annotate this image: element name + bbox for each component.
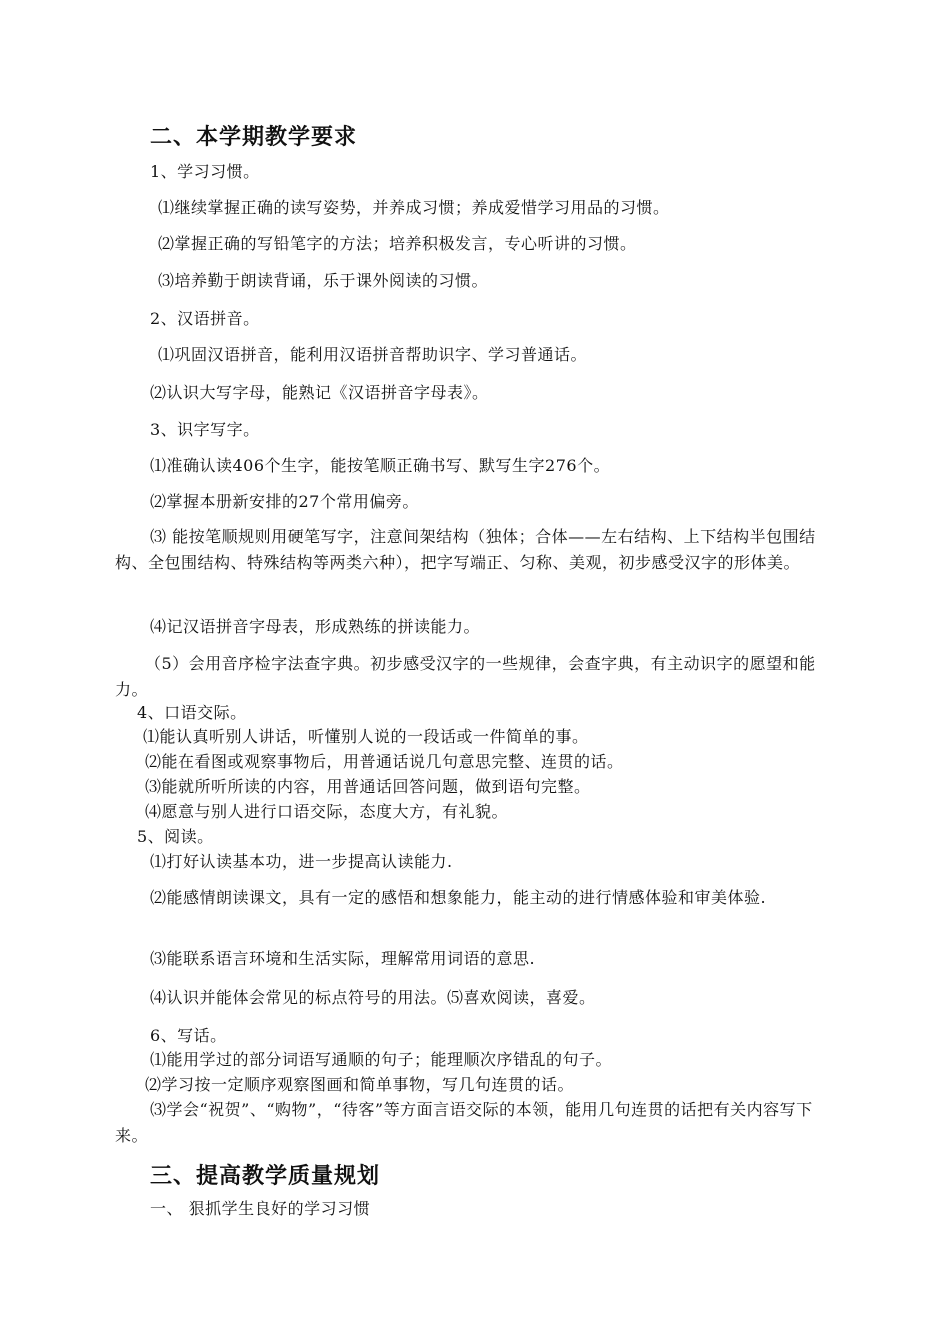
list-item: ⑵掌握正确的写铅笔字的方法；培养积极发言，专心听讲的习惯。 [158,234,637,253]
list-item: ⑷记汉语拼音字母表，形成熟练的拼读能力。 [150,617,481,636]
list-item: ⑵能在看图或观察事物后，用普通话说几句意思完整、连贯的话。 [145,752,624,771]
list-item: （5）会用音序检字法查字典。初步感受汉字的一些规律，会查字典，有主动识字的愿望和能力。 [115,654,816,699]
subsection-title-reading: 5、阅读。 [137,827,214,846]
list-item: ⑷认识并能体会常见的标点符号的用法。⑸喜欢阅读，喜爱。 [150,988,596,1007]
section-heading-quality-plan: 三、提高教学质量规划 [150,1164,381,1189]
list-item: 一、 狠抓学生良好的学习习惯 [150,1199,371,1218]
list-item: ⑴准确认读406个生字，能按笔顺正确书写、默写生字276个。 [150,456,611,475]
list-item: ⑵掌握本册新安排的27个常用偏旁。 [150,492,419,511]
subsection-title-literacy: 3、识字写字。 [150,420,260,439]
list-item: ⑷愿意与别人进行口语交际，态度大方，有礼貌。 [145,802,509,821]
list-item: ⑶学会“祝贺”、“购物”，“待客”等方面言语交际的本领，能用几句连贯的话把有关内容写下来。 [115,1100,813,1145]
list-item: ⑵能感情朗读课文，具有一定的感悟和想象能力，能主动的进行情感体验和审美体验. [150,888,767,907]
list-item: ⑴巩固汉语拼音，能利用汉语拼音帮助识字、学习普通话。 [158,345,588,364]
list-item: ⑶ 能按笔顺规则用硬笔写字，注意间架结构（独体；合体——左右结构、上下结构半包围结构、全包围结构、特殊结构等两类六种），把字写端正、匀称、美观，初步感受汉字的形体美。 [115,527,816,572]
list-item: ⑴能认真听别人讲话，听懂别人说的一段话或一件简单的事。 [143,727,589,746]
list-item: ⑴打好认读基本功，进一步提高认读能力. [150,852,453,871]
section-heading-requirements: 二、本学期教学要求 [150,125,358,150]
subsection-title-writing: 6、写话。 [150,1026,227,1045]
subsection-title-oral: 4、口语交际。 [137,703,247,722]
list-item: ⑴继续掌握正确的读写姿势，并养成习惯；养成爱惜学习用品的习惯。 [158,198,670,217]
list-item: ⑶能就所听所读的内容，用普通话回答问题，做到语句完整。 [145,777,591,796]
list-item: ⑶能联系语言环境和生活实际，理解常用词语的意思. [150,949,536,968]
list-item: ⑵学习按一定顺序观察图画和简单事物，写几句连贯的话。 [145,1075,575,1094]
list-item: ⑵认识大写字母，能熟记《汉语拼音字母表》。 [150,383,489,402]
list-item: ⑶培养勤于朗读背诵，乐于课外阅读的习惯。 [158,271,489,290]
list-item: ⑴能用学过的部分词语写通顺的句子；能理顺次序错乱的句子。 [150,1050,613,1069]
subsection-title-pinyin: 2、汉语拼音。 [150,309,260,328]
subsection-title-habits: 1、学习习惯。 [150,162,260,181]
